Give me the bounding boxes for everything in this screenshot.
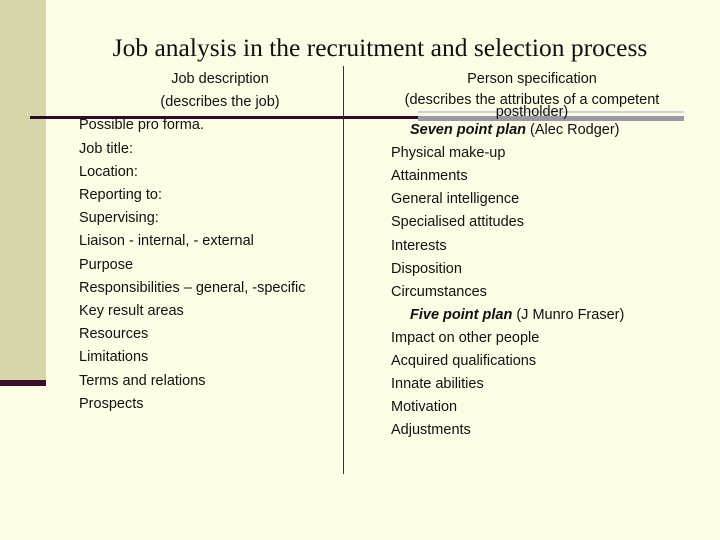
seven-point-plan-name: Seven point plan	[410, 122, 527, 139]
five-point-plan-name: Five point plan	[410, 306, 513, 323]
five-point-plan-item: Motivation	[391, 399, 458, 416]
slide-title: Job analysis in the recruitment and selection process	[112, 33, 648, 62]
seven-point-plan-item: Physical make-up	[391, 145, 506, 162]
job-description-item: Limitations	[79, 349, 149, 366]
person-specification-column	[391, 68, 691, 442]
seven-point-plan-author: (Alec Rodger)	[526, 122, 620, 139]
seven-point-plan-item: Specialised attitudes	[391, 214, 524, 231]
seven-point-plan-item: Interests	[391, 237, 447, 254]
job-description-item: Location:	[79, 163, 138, 180]
person-specification-heading: Person specification	[467, 71, 597, 87]
job-description-list	[79, 114, 341, 416]
five-point-plan-author: (J Munro Fraser)	[512, 306, 625, 323]
five-point-plan-list	[391, 327, 691, 442]
seven-point-plan-item: Disposition	[391, 260, 462, 277]
job-description-item: Reporting to:	[79, 187, 163, 204]
column-divider	[343, 66, 344, 474]
job-description-item: Purpose	[79, 256, 134, 273]
job-description-heading: Job description	[171, 71, 269, 87]
five-point-plan-heading	[391, 304, 691, 327]
seven-point-plan-item: Attainments	[391, 168, 468, 185]
seven-point-plan-heading	[391, 119, 691, 142]
five-point-plan-item: Adjustments	[391, 422, 471, 439]
five-point-plan-item: Innate abilities	[391, 376, 484, 393]
job-description-item: Job title:	[79, 140, 133, 157]
job-description-column	[79, 68, 341, 416]
job-description-item: Possible pro forma.	[79, 117, 204, 134]
job-description-item: Resources	[79, 326, 149, 343]
person-specification-subheading-2: postholder)	[495, 104, 569, 121]
five-point-plan-item: Impact on other people	[391, 329, 540, 346]
job-description-subheading: (describes the job)	[160, 94, 280, 111]
seven-point-plan-item: Circumstances	[391, 283, 487, 300]
job-description-item: Terms and relations	[79, 372, 206, 389]
seven-point-plan-list	[391, 142, 691, 304]
side-accent-bar-foot	[0, 380, 46, 386]
seven-point-plan-item: General intelligence	[391, 191, 520, 208]
person-specification-subheading-1: (describes the attributes of a competent	[404, 92, 660, 109]
job-description-item: Supervising:	[79, 210, 159, 227]
job-description-item: Prospects	[79, 395, 144, 412]
job-description-item: Key result areas	[79, 303, 184, 320]
five-point-plan-item: Acquired qualifications	[391, 353, 537, 370]
job-description-item: Liaison - internal, - external	[79, 233, 254, 250]
job-description-item: Responsibilities – general, -specific	[79, 279, 306, 296]
